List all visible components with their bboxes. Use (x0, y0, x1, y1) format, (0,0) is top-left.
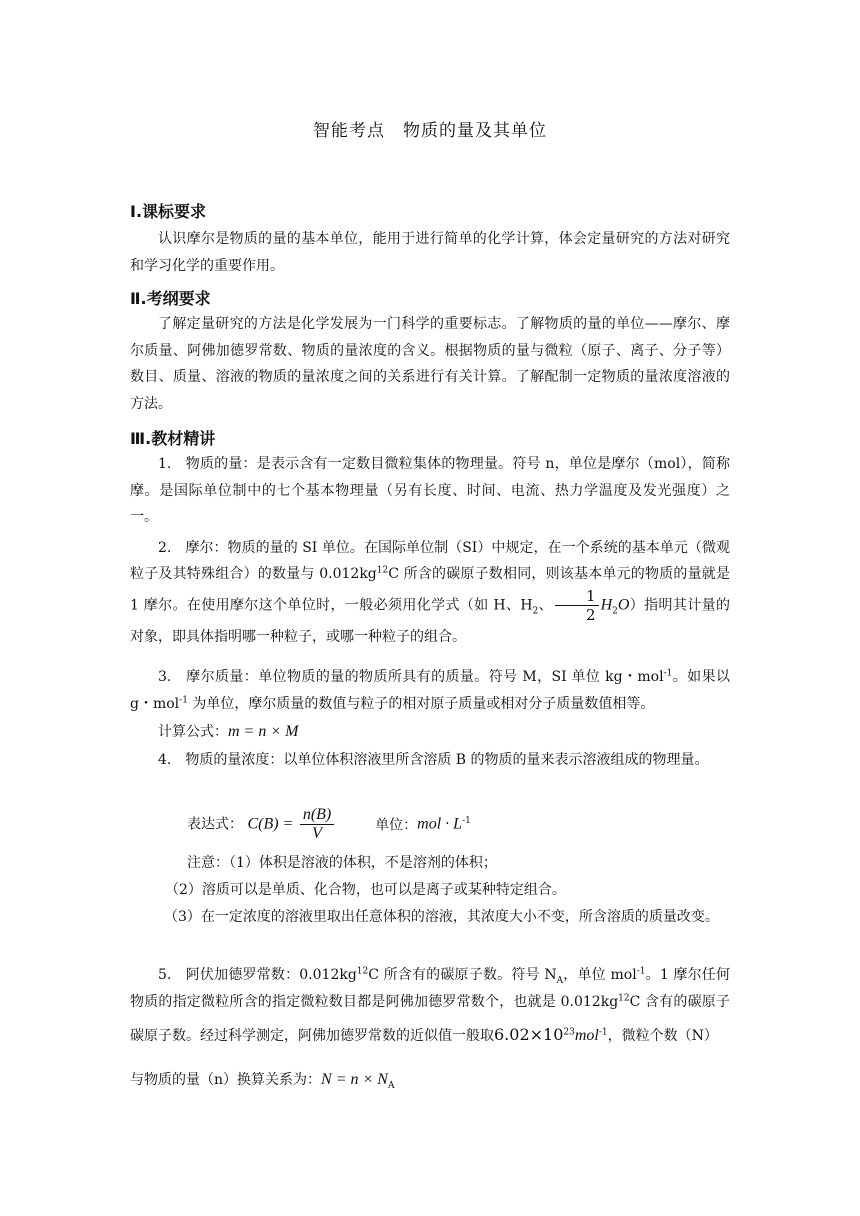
one-half-fraction: $\frac{1}{2}$ (555, 587, 599, 624)
concentration-fraction: $\frac{n(B)}{V}$ (300, 806, 334, 843)
note-1: 注意：（1）体积是溶液的体积，不是溶剂的体积； (187, 855, 497, 871)
conversion-line: 与物质的量（n）换算关系为：$N = n \times N_A$ (130, 1071, 395, 1091)
section2-text: 了解定量研究的方法是化学发展为一门科学的重要标志。了解物质的量的单位——摩尔、摩尔质量、阿佛加德罗常数、物质的量浓度的含义。根据物质的量与微粒（原子、离子、分子等）数目、质量、溶液的物质的量浓度之间的关系进行有关计算。了解配制一定物质的量浓度溶液的方法。 (130, 316, 730, 412)
item2-text: 2. 摩尔：物质的量的 SI 单位。在国际单位制（SI）中规定，在一个系统的基本单元（微观粒子及其特殊组合）的数量与 $0.012kg^{12}C$ 所含的碳原子数相同，则该基本单元的物质的量就是 1 摩尔。在使用摩尔这个单位时，一般必须用化学式（如 H、$H_2$、 $\frac{1}{2}$ $H_2O$）指明其计量的对象，即具体指明哪一种粒子，或哪一种粒子的组合。 (130, 540, 731, 645)
item3-text: 3. 摩尔质量：单位物质的量的物质所具有的质量。符号 M，SI 单位 kg・mol$^{-1}$。如果以 g・mol$^{-1}$ 为单位，摩尔质量的数值与粒子的相对原子质量或相对分子质量数值相等。 (130, 668, 730, 712)
avogadro-line: 碳原子数。经过科学测定，阿佛加德罗常数的近似值一般取$6.02\times 10^{23}mol^{-1}$，微粒个数（N） (130, 1025, 718, 1044)
section3-heading: Ⅲ.教材精讲 (130, 429, 216, 448)
note-2: （2）溶质可以是单质、化合物，也可以是离子或某种特定组合。 (165, 882, 566, 898)
concentration-expression: 表达式： C(B) = $\frac{n(B)}{V}$ 单位：mol · $L^{-1}$ (187, 806, 471, 842)
section2-heading: Ⅱ.考纲要求 (130, 289, 211, 308)
page-title (0, 116, 860, 141)
item1-text: 1. 物质的量：是表示含有一定数目微粒集体的物理量。符号 n，单位是摩尔（mol），简称摩。是国际单位制中的七个基本物理量（另有长度、时间、电流、热力学温度及发光强度）之一。 (130, 456, 730, 525)
note-3: （3）在一定浓度的溶液里取出任意体积的溶液，其浓度大小不变，所含溶质的质量改变。 (164, 909, 719, 925)
title-part2: 物质的量及其单位 (403, 121, 547, 141)
section1-text: 认识摩尔是物质的量的基本单位，能用于进行简单的化学计算，体会定量研究的方法对研究和学习化学的重要作用。 (130, 231, 730, 274)
section1-heading: Ⅰ.课标要求 (130, 202, 207, 221)
item4-text: 4. 物质的量浓度：以单位体积溶液里所含溶质 B 的物质的量来表示溶液组成的物理量。 (158, 752, 709, 768)
title-part1: 智能考点 (313, 121, 385, 141)
mass-formula: 计算公式：m = n × M (158, 723, 299, 740)
item5-text: 5. 阿伏加德罗常数：$0.012kg^{12}C$ 所含有的碳原子数。符号 $N_A$，单位 mol$^{-1}$。1 摩尔任何物质的指定微粒所含的指定微粒数目都是阿佛加德罗常数个，也就是 $0.012kg^{12}C$ 含有的碳原子 (130, 966, 730, 1010)
